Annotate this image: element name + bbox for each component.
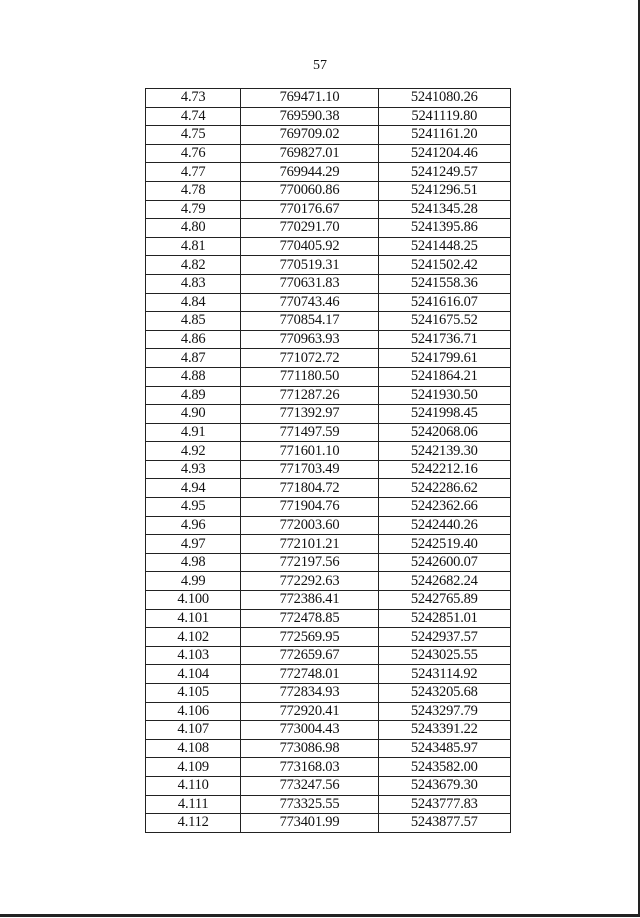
table-row [146, 460, 511, 479]
x-coordinate-cell: 773168.03 [241, 758, 378, 777]
x-coordinate-cell: 771392.97 [241, 405, 378, 424]
table-row [146, 367, 511, 386]
x-coordinate-cell: 772569.95 [241, 628, 378, 647]
x-coordinate-cell: 771287.26 [241, 386, 378, 405]
table-row [146, 684, 511, 703]
y-coordinate-cell: 5243114.92 [378, 665, 510, 684]
point-id-cell: 4.102 [146, 628, 241, 647]
x-coordinate-cell: 772478.85 [241, 609, 378, 628]
x-coordinate-cell: 773086.98 [241, 739, 378, 758]
table-row [146, 126, 511, 145]
y-coordinate-cell: 5242765.89 [378, 591, 510, 610]
table-row [146, 479, 511, 498]
y-coordinate-cell: 5241558.36 [378, 274, 510, 293]
y-coordinate-cell: 5241864.21 [378, 367, 510, 386]
x-coordinate-cell: 771804.72 [241, 479, 378, 498]
table-row [146, 814, 511, 833]
table-row [146, 628, 511, 647]
point-id-cell: 4.74 [146, 107, 241, 126]
y-coordinate-cell: 5241119.80 [378, 107, 510, 126]
y-coordinate-cell: 5241998.45 [378, 405, 510, 424]
table-row [146, 591, 511, 610]
table-row [146, 144, 511, 163]
y-coordinate-cell: 5241395.86 [378, 219, 510, 238]
table-row [146, 349, 511, 368]
table-row [146, 795, 511, 814]
point-id-cell: 4.78 [146, 181, 241, 200]
x-coordinate-cell: 771180.50 [241, 367, 378, 386]
y-coordinate-cell: 5242440.26 [378, 516, 510, 535]
point-id-cell: 4.91 [146, 423, 241, 442]
table-row [146, 274, 511, 293]
point-id-cell: 4.82 [146, 256, 241, 275]
point-id-cell: 4.100 [146, 591, 241, 610]
x-coordinate-cell: 773401.99 [241, 814, 378, 833]
point-id-cell: 4.80 [146, 219, 241, 238]
x-coordinate-cell: 772386.41 [241, 591, 378, 610]
x-coordinate-cell: 772197.56 [241, 553, 378, 572]
x-coordinate-cell: 770743.46 [241, 293, 378, 312]
y-coordinate-cell: 5241448.25 [378, 237, 510, 256]
table-row [146, 181, 511, 200]
x-coordinate-cell: 770291.70 [241, 219, 378, 238]
y-coordinate-cell: 5243877.57 [378, 814, 510, 833]
point-id-cell: 4.81 [146, 237, 241, 256]
point-id-cell: 4.73 [146, 89, 241, 108]
y-coordinate-cell: 5241502.42 [378, 256, 510, 275]
point-id-cell: 4.105 [146, 684, 241, 703]
x-coordinate-cell: 770176.67 [241, 200, 378, 219]
point-id-cell: 4.96 [146, 516, 241, 535]
table-row [146, 609, 511, 628]
point-id-cell: 4.84 [146, 293, 241, 312]
x-coordinate-cell: 769709.02 [241, 126, 378, 145]
y-coordinate-cell: 5242851.01 [378, 609, 510, 628]
x-coordinate-cell: 772659.67 [241, 646, 378, 665]
point-id-cell: 4.101 [146, 609, 241, 628]
point-id-cell: 4.85 [146, 312, 241, 331]
y-coordinate-cell: 5242682.24 [378, 572, 510, 591]
x-coordinate-cell: 772003.60 [241, 516, 378, 535]
x-coordinate-cell: 769590.38 [241, 107, 378, 126]
table-row [146, 89, 511, 108]
x-coordinate-cell: 773247.56 [241, 776, 378, 795]
x-coordinate-cell: 771497.59 [241, 423, 378, 442]
x-coordinate-cell: 771904.76 [241, 498, 378, 517]
y-coordinate-cell: 5241080.26 [378, 89, 510, 108]
table-row [146, 758, 511, 777]
y-coordinate-cell: 5242519.40 [378, 535, 510, 554]
table-row [146, 423, 511, 442]
x-coordinate-cell: 769827.01 [241, 144, 378, 163]
y-coordinate-cell: 5241161.20 [378, 126, 510, 145]
x-coordinate-cell: 770405.92 [241, 237, 378, 256]
y-coordinate-cell: 5241736.71 [378, 330, 510, 349]
y-coordinate-cell: 5242068.06 [378, 423, 510, 442]
table-row [146, 200, 511, 219]
y-coordinate-cell: 5243205.68 [378, 684, 510, 703]
point-id-cell: 4.112 [146, 814, 241, 833]
point-id-cell: 4.90 [146, 405, 241, 424]
point-id-cell: 4.107 [146, 721, 241, 740]
table-row [146, 553, 511, 572]
point-id-cell: 4.109 [146, 758, 241, 777]
x-coordinate-cell: 773325.55 [241, 795, 378, 814]
table-row [146, 721, 511, 740]
table-row [146, 386, 511, 405]
table-row [146, 442, 511, 461]
y-coordinate-cell: 5242212.16 [378, 460, 510, 479]
coordinates-table [145, 88, 511, 833]
point-id-cell: 4.77 [146, 163, 241, 182]
point-id-cell: 4.111 [146, 795, 241, 814]
table-row [146, 702, 511, 721]
point-id-cell: 4.95 [146, 498, 241, 517]
y-coordinate-cell: 5242139.30 [378, 442, 510, 461]
table-row [146, 312, 511, 331]
x-coordinate-cell: 770060.86 [241, 181, 378, 200]
point-id-cell: 4.110 [146, 776, 241, 795]
y-coordinate-cell: 5241249.57 [378, 163, 510, 182]
y-coordinate-cell: 5241296.51 [378, 181, 510, 200]
point-id-cell: 4.86 [146, 330, 241, 349]
y-coordinate-cell: 5241204.46 [378, 144, 510, 163]
y-coordinate-cell: 5241675.52 [378, 312, 510, 331]
point-id-cell: 4.104 [146, 665, 241, 684]
table-row [146, 107, 511, 126]
table-body [146, 89, 511, 833]
page-number: 57 [313, 58, 327, 73]
table-row [146, 293, 511, 312]
table-row [146, 219, 511, 238]
x-coordinate-cell: 771601.10 [241, 442, 378, 461]
x-coordinate-cell: 770854.17 [241, 312, 378, 331]
x-coordinate-cell: 772920.41 [241, 702, 378, 721]
y-coordinate-cell: 5243297.79 [378, 702, 510, 721]
table-row [146, 516, 511, 535]
point-id-cell: 4.99 [146, 572, 241, 591]
point-id-cell: 4.92 [146, 442, 241, 461]
point-id-cell: 4.89 [146, 386, 241, 405]
x-coordinate-cell: 772101.21 [241, 535, 378, 554]
y-coordinate-cell: 5242362.66 [378, 498, 510, 517]
point-id-cell: 4.106 [146, 702, 241, 721]
x-coordinate-cell: 770631.83 [241, 274, 378, 293]
point-id-cell: 4.97 [146, 535, 241, 554]
x-coordinate-cell: 773004.43 [241, 721, 378, 740]
y-coordinate-cell: 5243025.55 [378, 646, 510, 665]
x-coordinate-cell: 769944.29 [241, 163, 378, 182]
table-row [146, 535, 511, 554]
table-row [146, 330, 511, 349]
y-coordinate-cell: 5242286.62 [378, 479, 510, 498]
x-coordinate-cell: 769471.10 [241, 89, 378, 108]
x-coordinate-cell: 771703.49 [241, 460, 378, 479]
point-id-cell: 4.94 [146, 479, 241, 498]
y-coordinate-cell: 5241930.50 [378, 386, 510, 405]
y-coordinate-cell: 5242600.07 [378, 553, 510, 572]
y-coordinate-cell: 5243582.00 [378, 758, 510, 777]
point-id-cell: 4.76 [146, 144, 241, 163]
x-coordinate-cell: 770519.31 [241, 256, 378, 275]
x-coordinate-cell: 772292.63 [241, 572, 378, 591]
point-id-cell: 4.88 [146, 367, 241, 386]
table-row [146, 498, 511, 517]
y-coordinate-cell: 5243777.83 [378, 795, 510, 814]
y-coordinate-cell: 5243391.22 [378, 721, 510, 740]
table-row [146, 665, 511, 684]
y-coordinate-cell: 5242937.57 [378, 628, 510, 647]
x-coordinate-cell: 770963.93 [241, 330, 378, 349]
y-coordinate-cell: 5243485.97 [378, 739, 510, 758]
y-coordinate-cell: 5241616.07 [378, 293, 510, 312]
x-coordinate-cell: 771072.72 [241, 349, 378, 368]
x-coordinate-cell: 772834.93 [241, 684, 378, 703]
table-row [146, 572, 511, 591]
point-id-cell: 4.103 [146, 646, 241, 665]
point-id-cell: 4.93 [146, 460, 241, 479]
point-id-cell: 4.98 [146, 553, 241, 572]
y-coordinate-cell: 5243679.30 [378, 776, 510, 795]
table-row [146, 739, 511, 758]
y-coordinate-cell: 5241799.61 [378, 349, 510, 368]
table-row [146, 646, 511, 665]
point-id-cell: 4.108 [146, 739, 241, 758]
table-row [146, 163, 511, 182]
y-coordinate-cell: 5241345.28 [378, 200, 510, 219]
table-row [146, 237, 511, 256]
table-row [146, 256, 511, 275]
point-id-cell: 4.75 [146, 126, 241, 145]
point-id-cell: 4.79 [146, 200, 241, 219]
point-id-cell: 4.83 [146, 274, 241, 293]
table-row [146, 405, 511, 424]
table-row [146, 776, 511, 795]
point-id-cell: 4.87 [146, 349, 241, 368]
x-coordinate-cell: 772748.01 [241, 665, 378, 684]
